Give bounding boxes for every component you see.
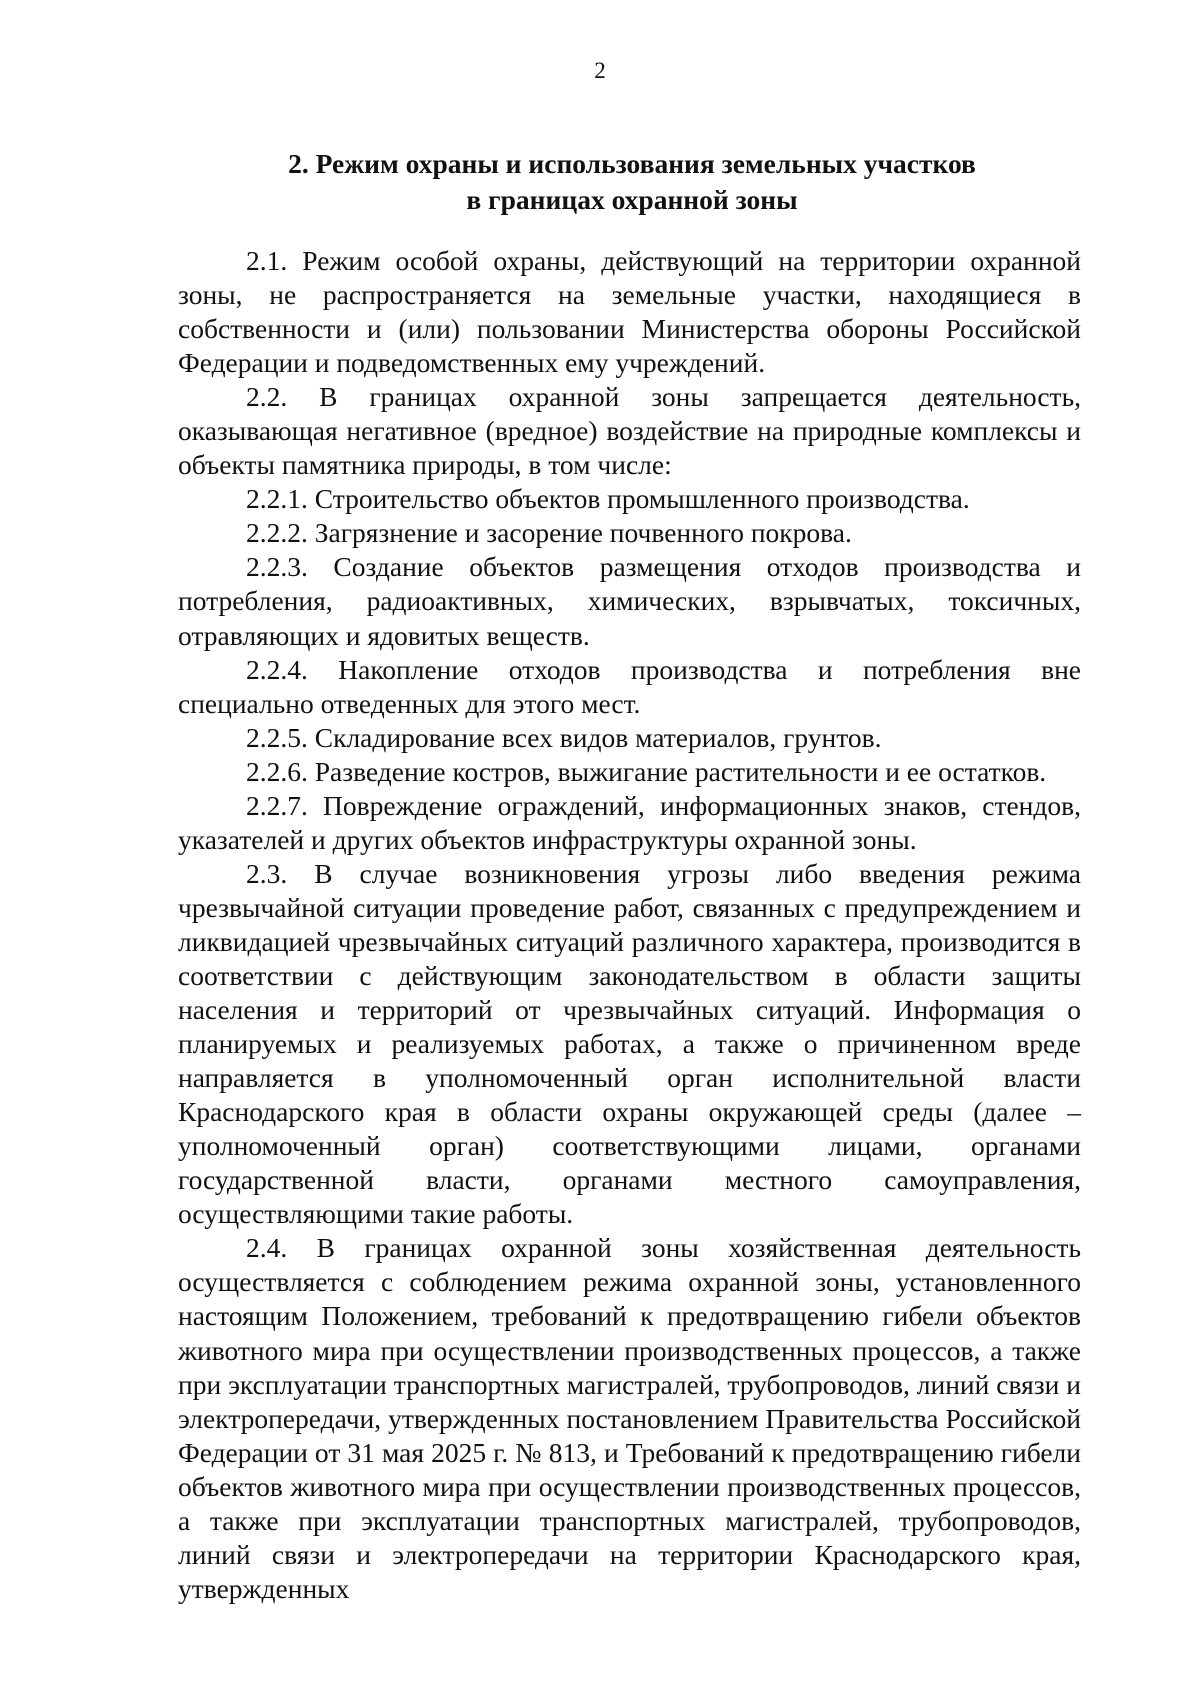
paragraph-2-2-5: 2.2.5. Складирование всех видов материалов, грунтов. (246, 721, 882, 753)
section-title (178, 146, 1086, 218)
paragraph-2-2-3: 2.2.3. Создание объектов размещения отходов производства и потребления, радиоактивных, химических, взрывчатых, токсичных, отравляющих и ядовитых веществ. (178, 551, 1081, 651)
page-number: 2 (594, 58, 606, 83)
paragraph-2-4: 2.4. В границах охранной зоны хозяйственная деятельность осуществляется с соблюдением режима охранной зоны, установленного настоящим Положением, требований к предотвращению гибели объектов животного мира при осуществлении производственных процессов, а также при эксплуатации транспортных магистралей, трубопроводов, линий связи и электропередачи, утвержденных постановлением Правительства Российской Федерации от 31 мая 2025 г. № 813, и Требований к предотвращению гибели объектов животного мира при осуществлении производственных процессов, а также при эксплуатации транспортных магистралей, трубопроводов, линий связи и электропередачи на территории Краснодарского края, утвержденных (178, 1232, 1081, 1604)
section-title-line-2: в границах охранной зоны (466, 184, 798, 215)
paragraph-2-2: 2.2. В границах охранной зоны запрещается деятельность, оказывающая негативное (вредное) воздействие на природные комплексы и объекты памятника природы, в том числе: (178, 381, 1081, 481)
paragraph-2-1: 2.1. Режим особой охраны, действующий на территории охранной зоны, не распространяется на земельные участки, находящиеся в собственности и (или) пользовании Министерства обороны Российской Федерации и подведомственных ему учреждений. (178, 245, 1081, 379)
paragraph-2-3: 2.3. В случае возникновения угрозы либо введения режима чрезвычайной ситуации проведение работ, связанных с предупреждением и ликвидацией чрезвычайных ситуаций различного характера, производится в соответствии с действующим законодательством в области защиты населения и территорий от чрезвычайных ситуаций. Информация о планируемых и реализуемых работах, а также о причиненном вреде направляется в уполномоченный орган исполнительной власти Краснодарского края в области охраны окружающей среды (далее – уполномоченный орган) соответствующими лицами, органами государственной власти, органами местного самоуправления, осуществляющими такие работы. (178, 857, 1081, 1230)
paragraph-2-2-7: 2.2.7. Повреждение ограждений, информационных знаков, стендов, указателей и других объектов инфраструктуры охранной зоны. (178, 789, 1081, 855)
paragraph-2-2-4: 2.2.4. Накопление отходов производства и потребления вне специально отведенных для этого мест. (178, 653, 1081, 719)
paragraph-2-2-6: 2.2.6. Разведение костров, выжигание растительности и ее остатков. (246, 755, 1047, 787)
document-body (178, 244, 1081, 1606)
section-title-line-1: 2. Режим охраны и использования земельных участков (288, 148, 976, 179)
paragraph-2-2-2: 2.2.2. Загрязнение и засорение почвенного покрова. (246, 517, 852, 549)
paragraph-2-2-1: 2.2.1. Строительство объектов промышленного производства. (246, 483, 970, 515)
